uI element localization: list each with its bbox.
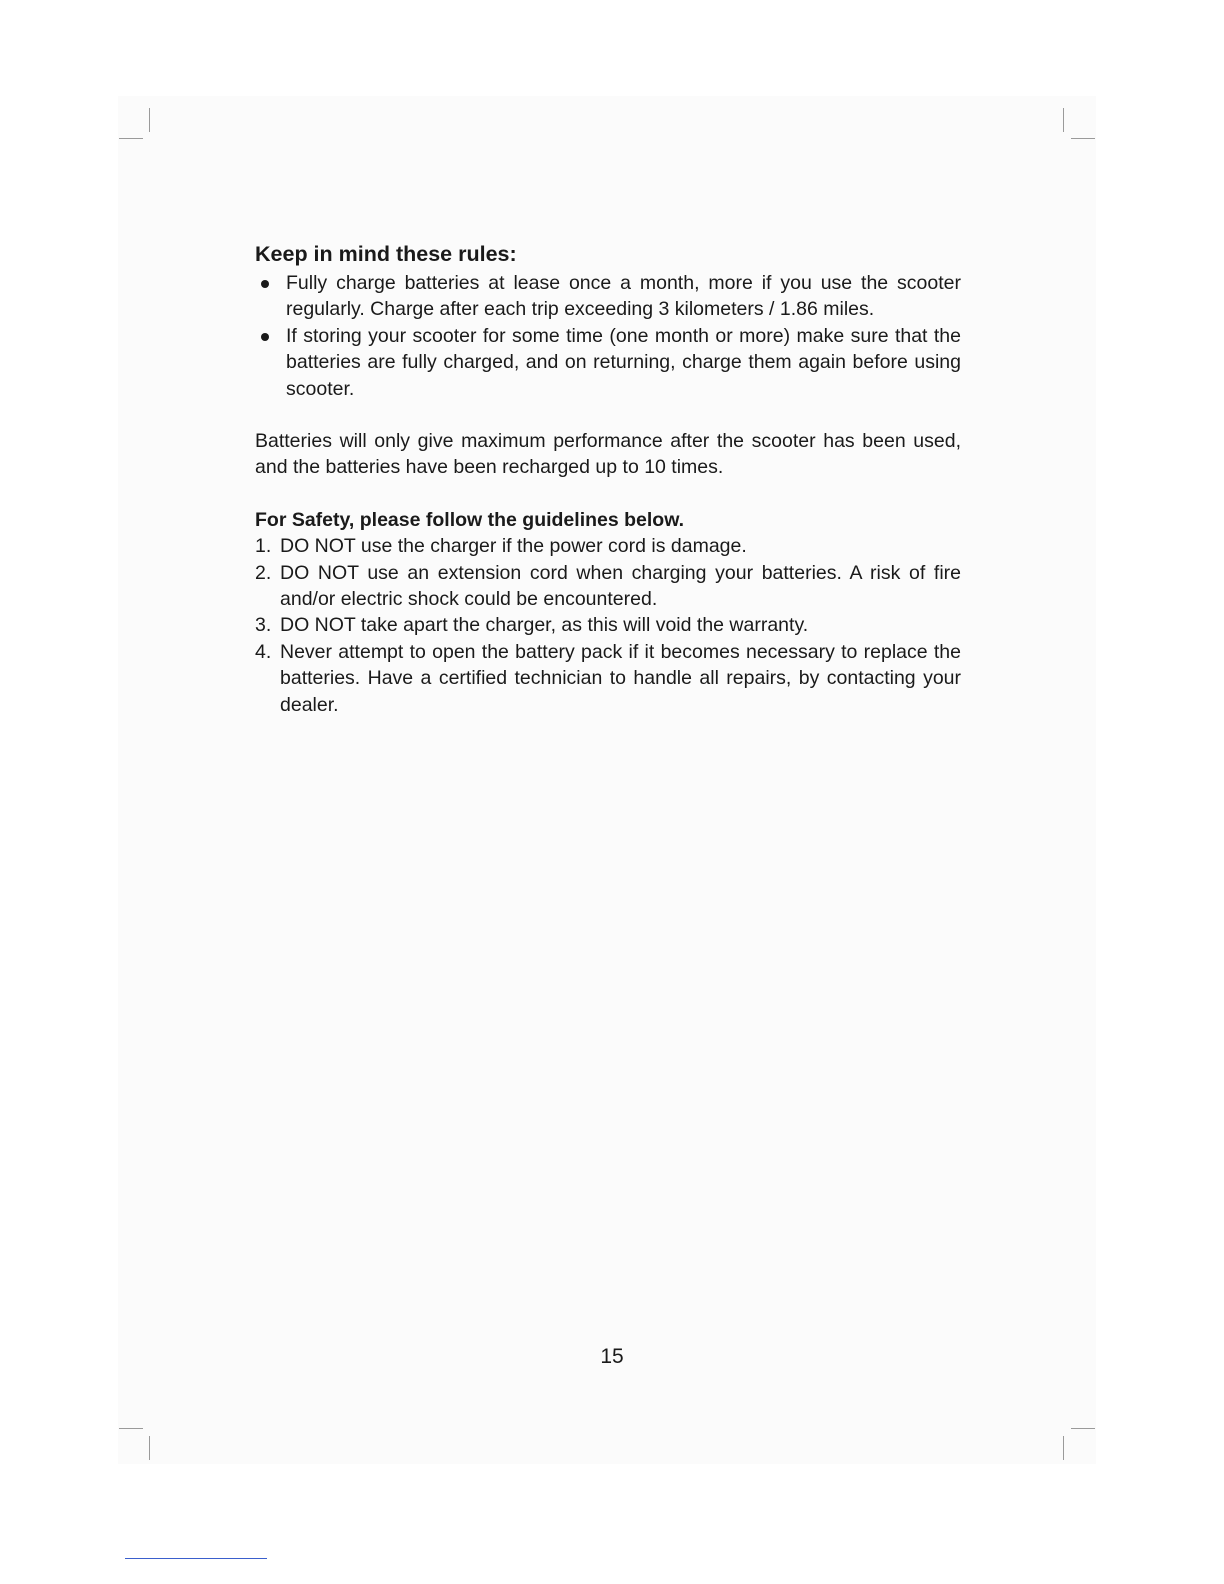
page-number: 15 xyxy=(600,1345,624,1368)
rules-list xyxy=(255,270,961,402)
crop-mark-top-right-horizontal xyxy=(1071,138,1095,139)
safety-list xyxy=(255,533,961,718)
safety-item-text: Never attempt to open the battery pack if it becomes necessary to replace the batteries. Have a certified technician to handle all repairs, by contacting your dealer. xyxy=(280,640,961,716)
crop-mark-top-left-vertical xyxy=(149,108,150,132)
bullet-icon xyxy=(261,333,269,341)
rules-list-item-text: Fully charge batteries at lease once a month, more if you use the scooter regularly. Charge after each trip exceeding 3 kilometers / 1.86 miles. xyxy=(286,272,961,321)
safety-item-number: 3. xyxy=(255,614,272,637)
crop-mark-bottom-right-horizontal xyxy=(1071,1428,1095,1429)
safety-item-text: DO NOT use an extension cord when charging your batteries. A risk of fire and/or electric shock could be encountered. xyxy=(280,561,961,611)
safety-item-text: DO NOT use the charger if the power cord is damage. xyxy=(280,535,747,558)
safety-list-item xyxy=(255,612,961,638)
crop-mark-bottom-left-horizontal xyxy=(119,1428,143,1429)
safety-list-item xyxy=(255,533,961,559)
rules-heading: Keep in mind these rules: xyxy=(255,242,517,266)
safety-item-text: DO NOT take apart the charger, as this will void the warranty. xyxy=(280,614,809,637)
safety-heading: For Safety, please follow the guidelines below. xyxy=(255,508,685,531)
safety-item-number: 1. xyxy=(255,535,272,558)
crop-mark-bottom-right-vertical xyxy=(1063,1436,1064,1460)
safety-list-item xyxy=(255,639,961,718)
rules-list-item xyxy=(255,323,961,402)
crop-mark-top-left-horizontal xyxy=(119,138,143,139)
footer-divider xyxy=(125,1558,267,1559)
performance-paragraph: Batteries will only give maximum performance after the scooter has been used, and the batteries have been recharged up to 10 times. xyxy=(255,430,961,479)
rules-list-item xyxy=(255,270,961,323)
safety-item-number: 2. xyxy=(255,561,272,584)
crop-mark-top-right-vertical xyxy=(1063,108,1064,132)
safety-list-item xyxy=(255,560,961,613)
bullet-icon xyxy=(261,280,269,288)
safety-item-number: 4. xyxy=(255,640,272,663)
crop-mark-bottom-left-vertical xyxy=(149,1436,150,1460)
rules-list-item-text: If storing your scooter for some time (one month or more) make sure that the batteries are fully charged, and on returning, charge them again before using scooter. xyxy=(286,324,961,400)
document-content xyxy=(255,238,961,718)
